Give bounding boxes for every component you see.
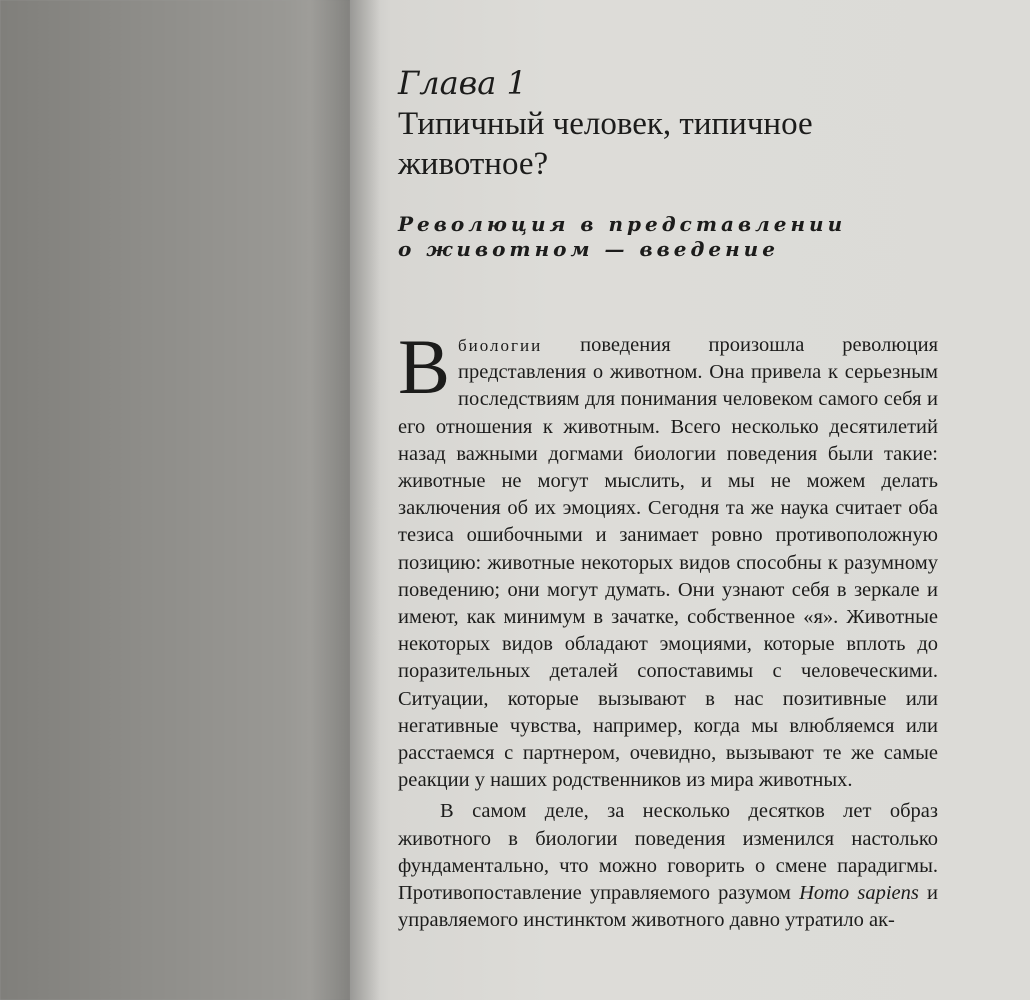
subtitle-line2: о животном — введение [398, 237, 779, 261]
paragraph-2-start: В самом деле, за несколько десятков лет образ животного в биологии поведения изменился настолько фундаментально, что можно говорить о смене парадигмы. Противопоставление управляемого разумом [398, 800, 938, 905]
paragraph-1 [398, 323, 938, 794]
first-word: биологии [458, 336, 543, 355]
chapter-title-line2: животное? [398, 146, 549, 182]
book-gutter-shadow [310, 0, 380, 1000]
subtitle-line1: Революция в представлении [398, 212, 847, 236]
chapter-title [398, 104, 938, 184]
right-page [350, 0, 1030, 1000]
chapter-subtitle [398, 212, 938, 262]
paragraph-2-italic: Homo sapiens [799, 882, 919, 905]
chapter-label: Глава 1 [398, 64, 527, 102]
paragraph-2 [398, 798, 938, 934]
drop-cap: В [398, 323, 451, 410]
paragraph-2-end: и управляемого инстинктом животного давно утратило ак- [398, 882, 938, 932]
page-content [398, 64, 938, 934]
chapter-title-line1: Типичный человек, типичное [398, 106, 813, 142]
paragraph-1-text: поведения произошла революция представления о животном. Она привела к серьезным последствиям для понимания человеком самого себя и его отношения к животным. Всего несколько десятилетий назад важными догмами биологии поведения были такие: животные не могут мыслить, и мы не можем делать заключения об их эмоциях. Сегодня та же наука считает оба тезиса ошибочными и занимает ровно противоположную позицию: животные некоторых видов способны к разумному поведению; они могут думать. Они узнают себя в зеркале и имеют, как минимум в зачатке, собственное «я». Животные некоторых видов обладают эмоциями, которые вплоть до поразительных деталей сопоставимы с человеческими. Ситуации, которые вызывают в нас позитивные или негативные чувства, например, когда мы влюбляемся или расстаемся с партнером, очевидно, вызывают те же самые реакции у наших родственников из мира животных. [398, 334, 938, 792]
body-text [398, 323, 938, 934]
left-page [0, 0, 360, 1000]
